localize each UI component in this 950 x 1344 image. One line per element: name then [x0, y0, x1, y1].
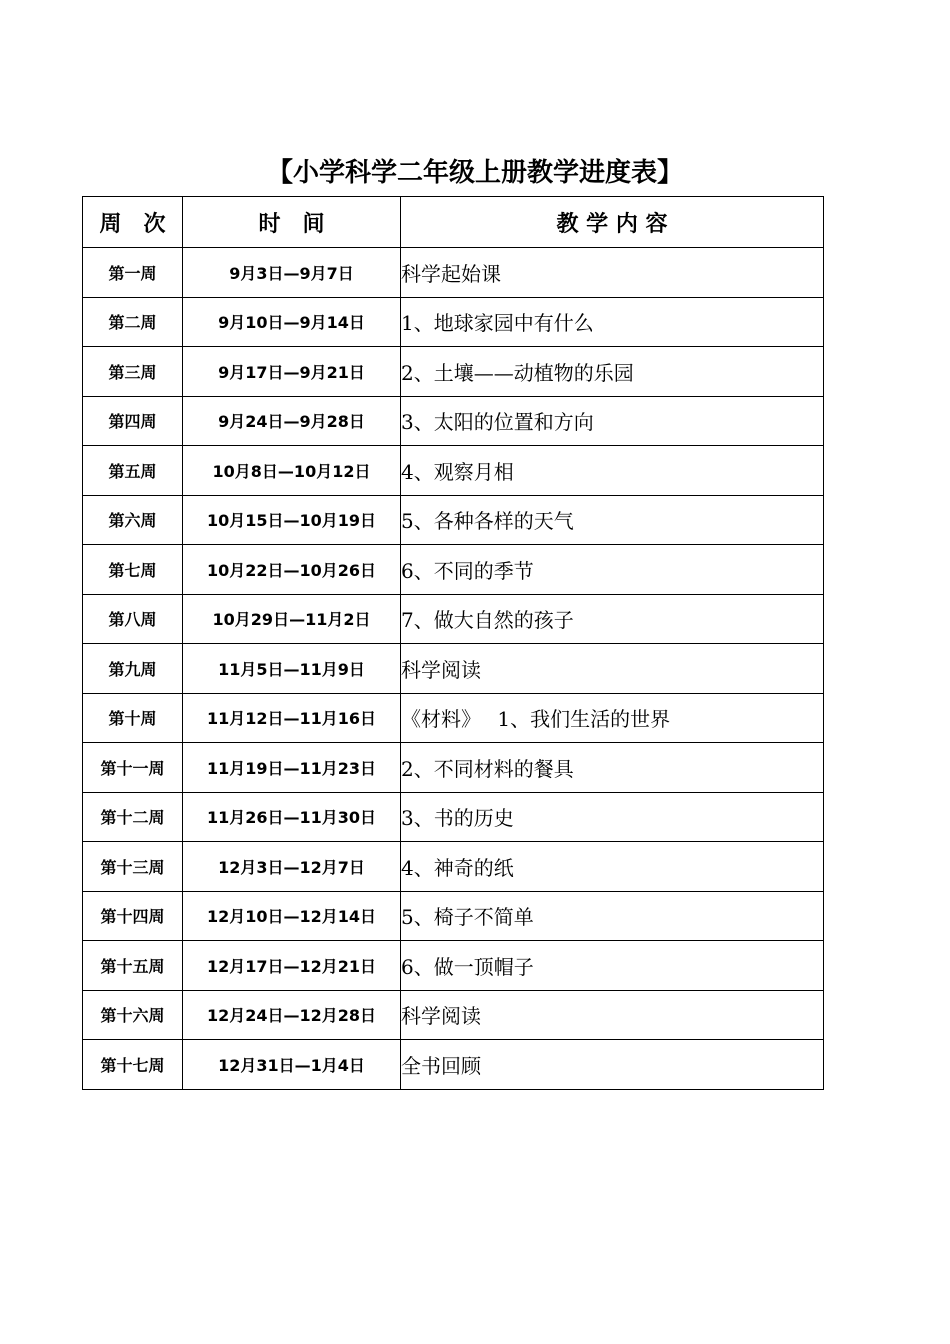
week-cell: 第七周 [83, 545, 183, 595]
content-cell: 5、椅子不简单 [401, 891, 824, 941]
table-row [83, 1040, 824, 1090]
table-row [83, 594, 824, 644]
content-cell: 5、各种各样的天气 [401, 495, 824, 545]
week-cell: 第十六周 [83, 990, 183, 1040]
table-header-row [83, 197, 824, 248]
week-cell: 第一周 [83, 248, 183, 298]
table-row [83, 495, 824, 545]
week-cell: 第二周 [83, 297, 183, 347]
time-cell: 12月3日—12月7日 [183, 842, 401, 892]
table-row [83, 891, 824, 941]
table-row [83, 842, 824, 892]
content-cell: 6、不同的季节 [401, 545, 824, 595]
content-cell: 1、地球家园中有什么 [401, 297, 824, 347]
table-row [83, 644, 824, 694]
schedule-table [82, 196, 824, 1090]
content-cell: 科学起始课 [401, 248, 824, 298]
week-cell: 第五周 [83, 446, 183, 496]
content-cell: 科学阅读 [401, 644, 824, 694]
table-row [83, 743, 824, 793]
time-cell: 9月10日—9月14日 [183, 297, 401, 347]
content-cell: 2、不同材料的餐具 [401, 743, 824, 793]
table-row [83, 297, 824, 347]
table-row [83, 792, 824, 842]
time-cell: 10月8日—10月12日 [183, 446, 401, 496]
page-title: 【小学科学二年级上册教学进度表】 [266, 158, 683, 188]
time-cell: 9月24日—9月28日 [183, 396, 401, 446]
content-cell: 2、土壤——动植物的乐园 [401, 347, 824, 397]
week-cell: 第十四周 [83, 891, 183, 941]
week-cell: 第八周 [83, 594, 183, 644]
time-cell: 10月15日—10月19日 [183, 495, 401, 545]
time-cell: 11月19日—11月23日 [183, 743, 401, 793]
table-row [83, 248, 824, 298]
time-cell: 12月10日—12月14日 [183, 891, 401, 941]
content-cell: 全书回顾 [401, 1040, 824, 1090]
table-row [83, 693, 824, 743]
time-cell: 12月17日—12月21日 [183, 941, 401, 991]
content-cell: 6、做一顶帽子 [401, 941, 824, 991]
content-cell: 4、神奇的纸 [401, 842, 824, 892]
time-cell: 9月3日—9月7日 [183, 248, 401, 298]
week-cell: 第四周 [83, 396, 183, 446]
time-cell: 11月12日—11月16日 [183, 693, 401, 743]
week-cell: 第十周 [83, 693, 183, 743]
week-cell: 第十七周 [83, 1040, 183, 1090]
content-cell: 4、观察月相 [401, 446, 824, 496]
week-cell: 第九周 [83, 644, 183, 694]
table-row [83, 545, 824, 595]
time-cell: 12月24日—12月28日 [183, 990, 401, 1040]
week-cell: 第十一周 [83, 743, 183, 793]
content-cell: 3、太阳的位置和方向 [401, 396, 824, 446]
week-cell: 第十五周 [83, 941, 183, 991]
header-content: 教 学 内 容 [401, 197, 824, 248]
time-cell: 11月5日—11月9日 [183, 644, 401, 694]
time-cell: 10月29日—11月2日 [183, 594, 401, 644]
content-cell: 7、做大自然的孩子 [401, 594, 824, 644]
table-row [83, 396, 824, 446]
table-row [83, 347, 824, 397]
time-cell: 9月17日—9月21日 [183, 347, 401, 397]
week-cell: 第十三周 [83, 842, 183, 892]
content-cell: 科学阅读 [401, 990, 824, 1040]
header-week: 周 次 [83, 197, 183, 248]
time-cell: 10月22日—10月26日 [183, 545, 401, 595]
week-cell: 第三周 [83, 347, 183, 397]
time-cell: 12月31日—1月4日 [183, 1040, 401, 1090]
table-body [83, 248, 824, 1090]
table-row [83, 941, 824, 991]
content-cell: 《材料》 1、我们生活的世界 [401, 693, 824, 743]
table-row [83, 990, 824, 1040]
week-cell: 第十二周 [83, 792, 183, 842]
week-cell: 第六周 [83, 495, 183, 545]
table-row [83, 446, 824, 496]
header-time: 时 间 [183, 197, 401, 248]
time-cell: 11月26日—11月30日 [183, 792, 401, 842]
content-cell: 3、书的历史 [401, 792, 824, 842]
